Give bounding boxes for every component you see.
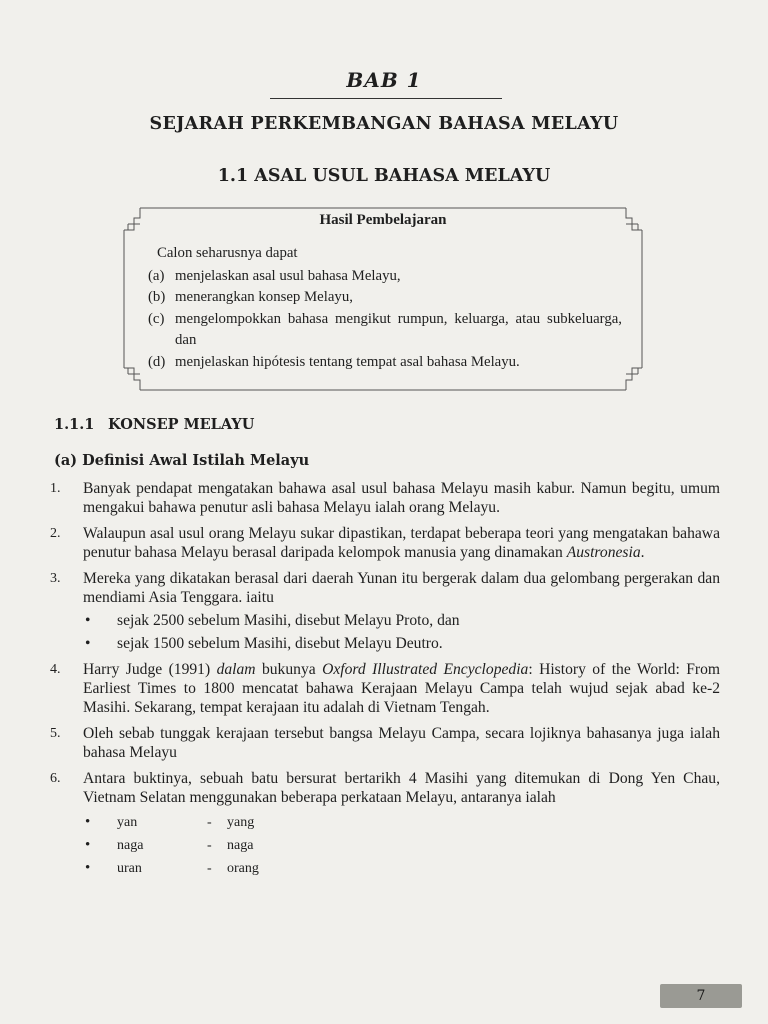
learning-outcomes-box	[122, 206, 644, 392]
item-emphasis: Oxford Illustrated Encyclopedia	[322, 661, 529, 678]
word-pair	[83, 857, 720, 880]
item-number: 4.	[50, 662, 61, 677]
item-text: Oleh sebab tunggak kerajaan tersebut bangsa Melayu Campa, secara lojiknya bahasanya juga ialah bahasa Melayu	[83, 725, 720, 761]
list-item	[50, 479, 720, 517]
item-text-part: .	[640, 544, 645, 561]
objective-text: menjelaskan asal usul bahasa Melayu,	[175, 267, 401, 284]
objective-text: menjelaskan hipótesis tentang tempat asal bahasa Melayu.	[175, 353, 520, 370]
bullet-icon: •	[85, 814, 91, 830]
dash: -	[207, 861, 212, 876]
meaning: yang	[227, 815, 255, 830]
list-item	[50, 769, 720, 880]
item-number: 5.	[50, 726, 61, 741]
item-text-part: bukunya	[255, 661, 323, 678]
objective-item	[148, 309, 622, 352]
item-number: 1.	[50, 481, 61, 496]
numbered-list	[50, 479, 720, 887]
objective-label: (d)	[148, 353, 166, 370]
list-item	[50, 724, 720, 762]
objective-label: (a)	[148, 267, 165, 284]
objective-item	[148, 266, 622, 288]
old-word: yan	[117, 815, 138, 830]
objective-text: menerangkan konsep Melayu,	[175, 289, 353, 305]
item-emphasis: dalam	[216, 661, 256, 678]
item-text: Mereka yang dikatakan berasal dari daerah Yunan itu bergerak dalam dua gelombang pergerakan dan mendiami Asia Tenggara. iaitu	[83, 570, 720, 606]
list-item	[50, 569, 720, 653]
chapter-label: BAB 1	[346, 68, 422, 92]
word-pair	[83, 834, 720, 857]
bullet-item	[83, 634, 720, 653]
subsection-heading	[54, 416, 254, 433]
learning-outcomes-heading: Hasil Pembelajaran	[319, 212, 447, 228]
bullet-icon: •	[85, 612, 91, 629]
old-word: naga	[117, 838, 144, 853]
chapter-title: SEJARAH PERKEMBANGAN BAHASA MELAYU	[149, 114, 619, 134]
objective-label: (b)	[148, 289, 166, 305]
item-number: 6.	[50, 771, 61, 786]
chapter-underline	[270, 98, 502, 99]
old-word: uran	[117, 861, 142, 876]
meaning: naga	[227, 838, 254, 853]
objective-text: mengelompokkan bahasa mengikut rumpun, keluarga, atau subkeluarga, dan	[175, 310, 622, 348]
word-pair	[83, 811, 720, 834]
meaning: orang	[227, 861, 259, 876]
learning-outcomes-intro: Calon seharusnya dapat	[157, 245, 298, 261]
bullet-icon: •	[85, 860, 91, 876]
list-item	[50, 660, 720, 717]
bullet-text: sejak 2500 sebelum Masihi, disebut Melayu Proto, dan	[117, 612, 460, 629]
subsection-title: KONSEP MELAYU	[108, 416, 255, 433]
item-text	[83, 660, 720, 717]
objective-item	[148, 287, 622, 309]
objective-item	[148, 352, 622, 374]
bullet-text: sejak 1500 sebelum Masihi, disebut Melayu Deutro.	[117, 635, 443, 652]
subsection-number: 1.1.1	[54, 416, 95, 433]
item-number: 3.	[50, 571, 61, 586]
objective-label: (c)	[148, 310, 165, 327]
item-number: 2.	[50, 526, 61, 541]
item-text: Banyak pendapat mengatakan bahawa asal usul bahasa Melayu masih kabur. Namun begitu, umum mengakui bahawa penutur asli bahasa Melayu ialah orang Melayu.	[83, 480, 720, 516]
item-text-part: Harry Judge (1991)	[83, 661, 217, 678]
item-text-part: Walaupun asal usul orang Melayu sukar dipastikan, terdapat beberapa teori yang mengatakan bahawa penutur bahasa Melayu berasal daripada kelompok manusia yang dinamakan	[83, 525, 720, 561]
bullet-icon: •	[85, 635, 91, 652]
word-list	[83, 811, 720, 880]
bullet-icon: •	[85, 837, 91, 853]
item-text	[83, 524, 720, 562]
bullet-item	[83, 611, 720, 630]
dash: -	[207, 838, 212, 853]
section-title: 1.1 ASAL USUL BAHASA MELAYU	[217, 166, 551, 186]
item-text-part: : History of the World: From Earliest Times to 1800 mencatat bahawa Kerajaan Melayu Campa telah wujud sejak abad ke-2 Masihi. Sekarang, tempat kerajaan itu adalah di Vietnam Tengah.	[83, 661, 720, 716]
subsubsection-heading: (a) Definisi Awal Istilah Melayu	[54, 452, 310, 469]
page-number: 7	[660, 984, 742, 1008]
list-item	[50, 524, 720, 562]
item-text: Antara buktinya, sebuah batu bersurat bertarikh 4 Masihi yang ditemukan di Dong Yen Chau, Vietnam Selatan menggunakan beberapa perkataan Melayu, antaranya ialah	[83, 770, 720, 806]
dash: -	[207, 815, 212, 830]
item-emphasis: Austronesia	[566, 544, 641, 561]
